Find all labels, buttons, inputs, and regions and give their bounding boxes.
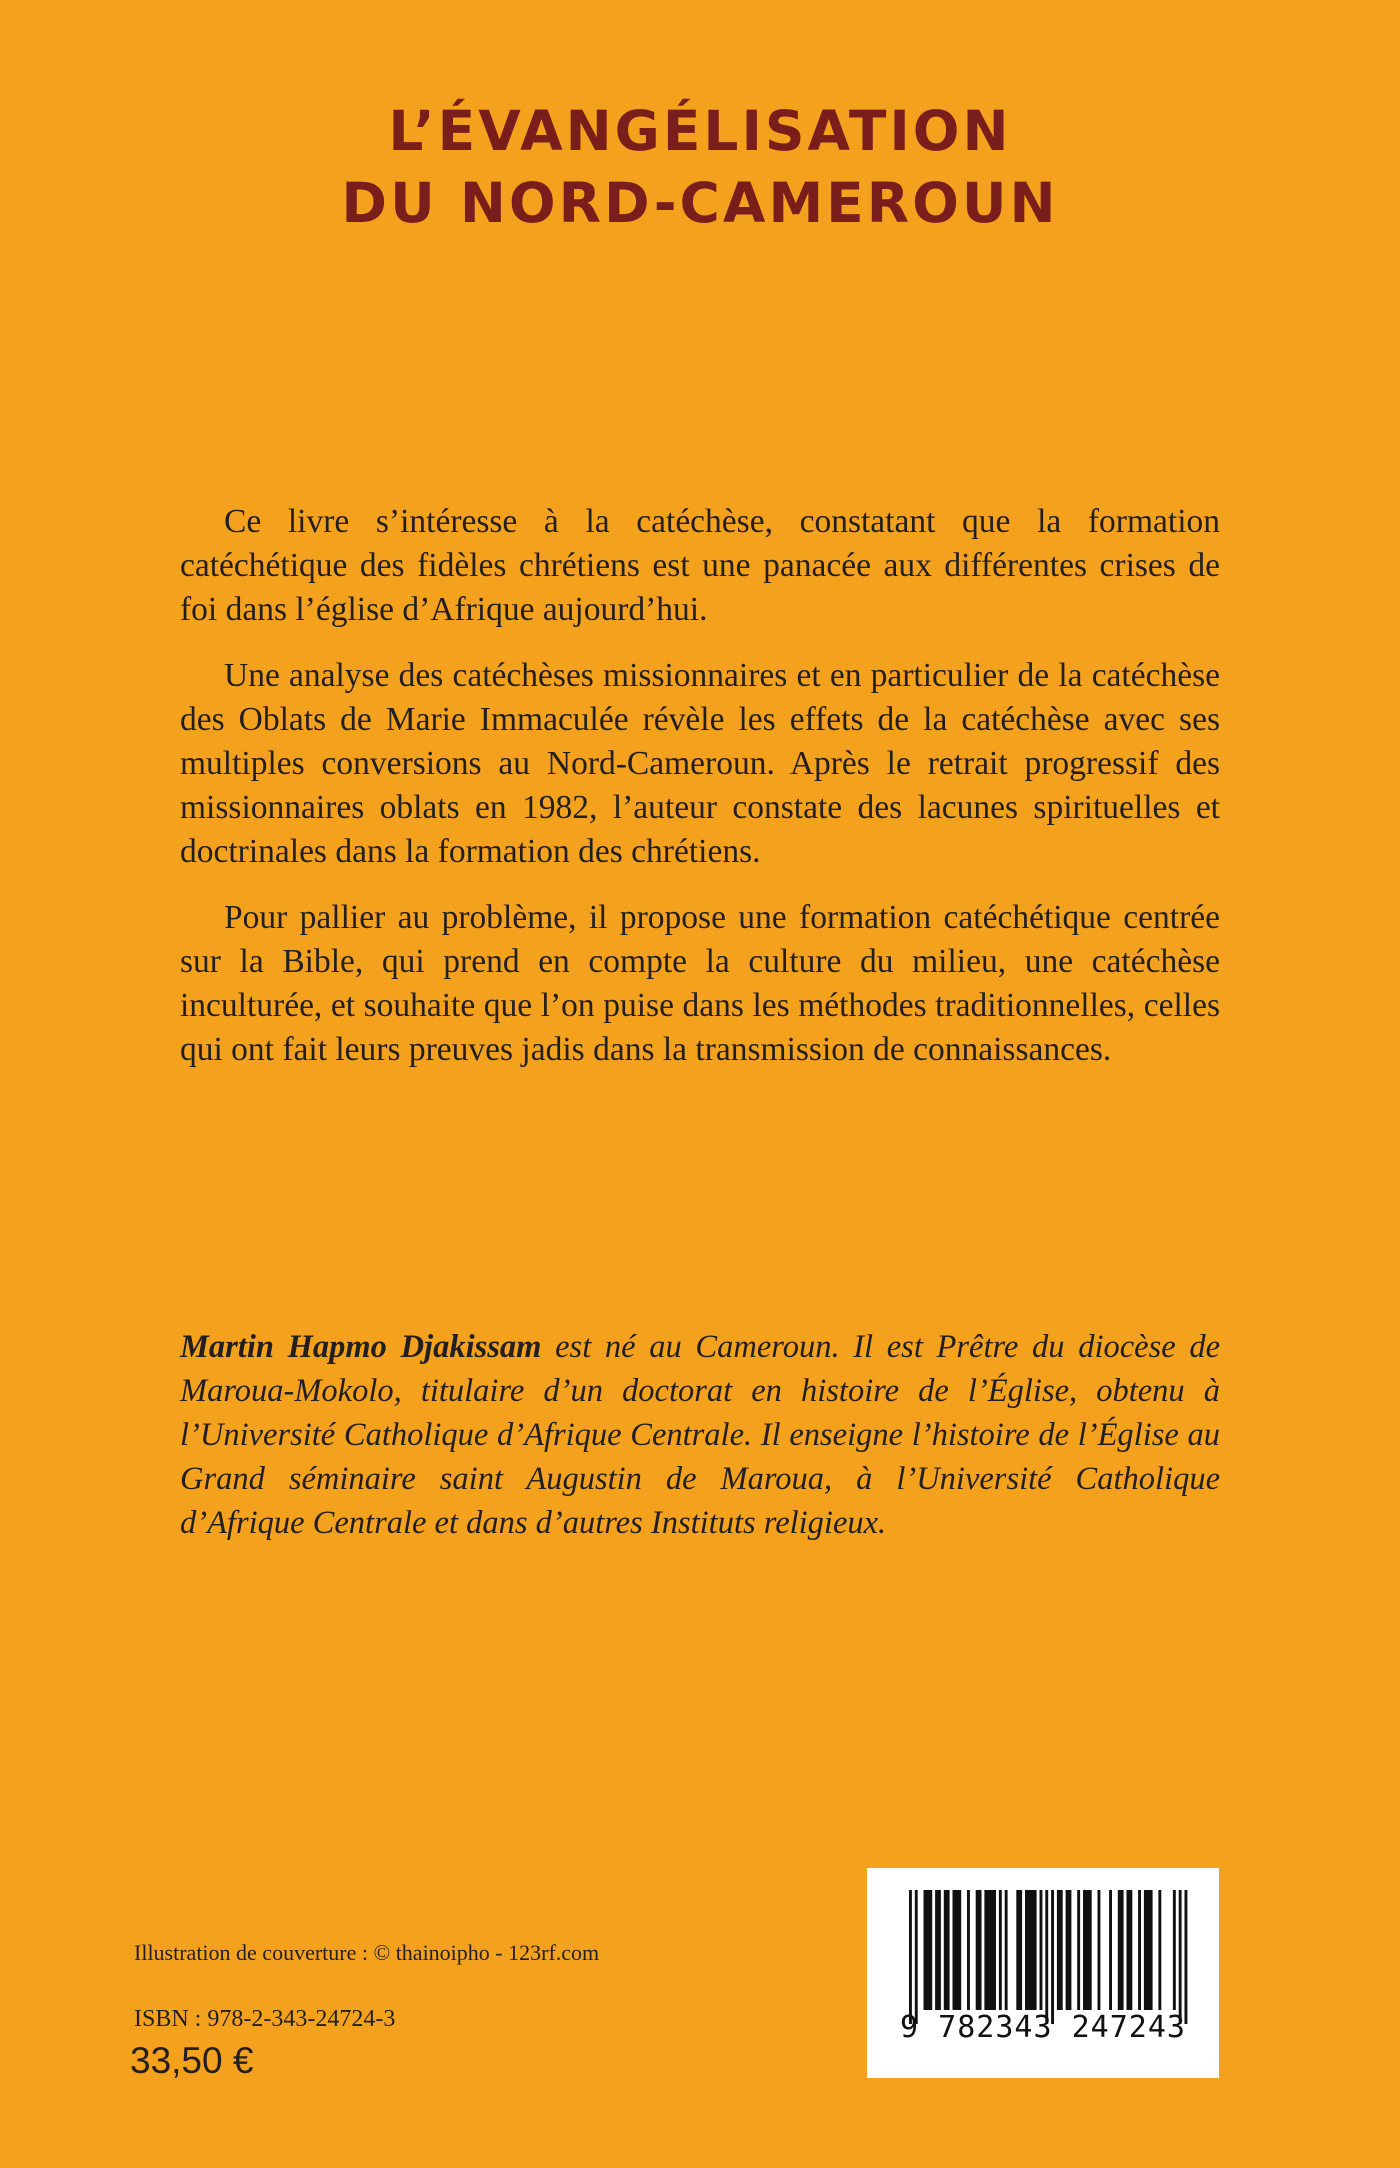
barcode-bar (1025, 1890, 1037, 2010)
book-title (0, 95, 1400, 239)
book-title-line-1: L’ÉVANGÉLISATION (388, 99, 1012, 163)
barcode-bar (924, 1890, 933, 2010)
barcode-bar (1185, 1890, 1188, 2024)
price: 33,50 € (130, 2040, 254, 2081)
barcode-bar (1173, 1890, 1176, 2010)
barcode-bar (1040, 1890, 1043, 2010)
isbn: ISBN : 978-2-343-24724-3 (134, 2006, 396, 2032)
barcode-bar (935, 1890, 941, 2010)
barcode-bar (1179, 1890, 1182, 2024)
barcode (867, 1868, 1219, 2078)
barcode-bar (1005, 1890, 1008, 2010)
barcode-bar (976, 1890, 982, 2010)
barcode-bar (1083, 1890, 1092, 2010)
book-summary (180, 500, 1220, 1094)
barcode-bar (967, 1890, 970, 2010)
author-name: Martin Hapmo Djakissam (180, 1329, 542, 1365)
barcode-bar (1144, 1890, 1153, 2010)
barcode-bar (984, 1890, 996, 2010)
barcode-bar (1057, 1890, 1063, 2010)
barcode-bar (909, 1890, 912, 2024)
barcode-bar (1051, 1890, 1054, 2024)
barcode-bar (1109, 1890, 1112, 2010)
barcode-digits: 9 782343 247243 (900, 2010, 1186, 2045)
author-biography (180, 1325, 1220, 1545)
author-bio-text: est né au Cameroun. Il est Prêtre du diocèse de Maroua-Mokolo, titulaire d’un doctorat en histoire de l’Église, obtenu à l’Université Catholique d’Afrique Centrale. Il enseigne l’histoire de l’Église au Grand séminaire saint Augustin de Maroua, à l’Université Catholique d’Afrique Centrale et dans d’autres Instituts religieux. (180, 1329, 1221, 1541)
barcode-bar (1158, 1890, 1161, 2010)
barcode-bar (999, 1890, 1002, 2010)
barcode-bar (1045, 1890, 1048, 2024)
barcode-bar (1127, 1890, 1133, 2010)
summary-paragraph: Une analyse des catéchèses missionnaires et en particulier de la catéchèse des Oblats de Marie Immaculée révèle les effets de la catéchèse avec ses multiples conversions au Nord-Cameroun. Après le retrait progressif des missionnaires oblats en 1982, l’auteur constate des lacunes spirituelles et doctrinales dans la formation des chrétiens. (180, 657, 1220, 870)
summary-paragraph: Pour pallier au problème, il propose une formation catéchétique centrée sur la Bible, qui prend en compte la culture du milieu, une catéchèse inculturée, et souhaite que l’on puise dans les méthodes traditionnelles, celles qui ont fait leurs preuves jadis dans la transmission de connaissances. (180, 899, 1220, 1068)
barcode-bar (1138, 1890, 1141, 2010)
barcode-bar (915, 1890, 918, 2024)
barcode-bar (1118, 1890, 1124, 2010)
cover-illustration-credit: Illustration de couverture : © thainoipho - 123rf.com (134, 1940, 600, 1965)
book-title-line-2: DU NORD-CAMEROUN (341, 171, 1059, 235)
barcode-bars (867, 1868, 1219, 2078)
barcode-bar (944, 1890, 950, 2010)
barcode-bar (953, 1890, 962, 2010)
barcode-bar (1066, 1890, 1072, 2010)
barcode-bar (1077, 1890, 1080, 2010)
barcode-bar (1098, 1890, 1101, 2010)
barcode-bar (1016, 1890, 1022, 2010)
summary-paragraph: Ce livre s’intéresse à la catéchèse, constatant que la formation catéchétique des fidèles chrétiens est une panacée aux différentes crises de foi dans l’église d’Afrique aujourd’hui. (180, 503, 1220, 628)
